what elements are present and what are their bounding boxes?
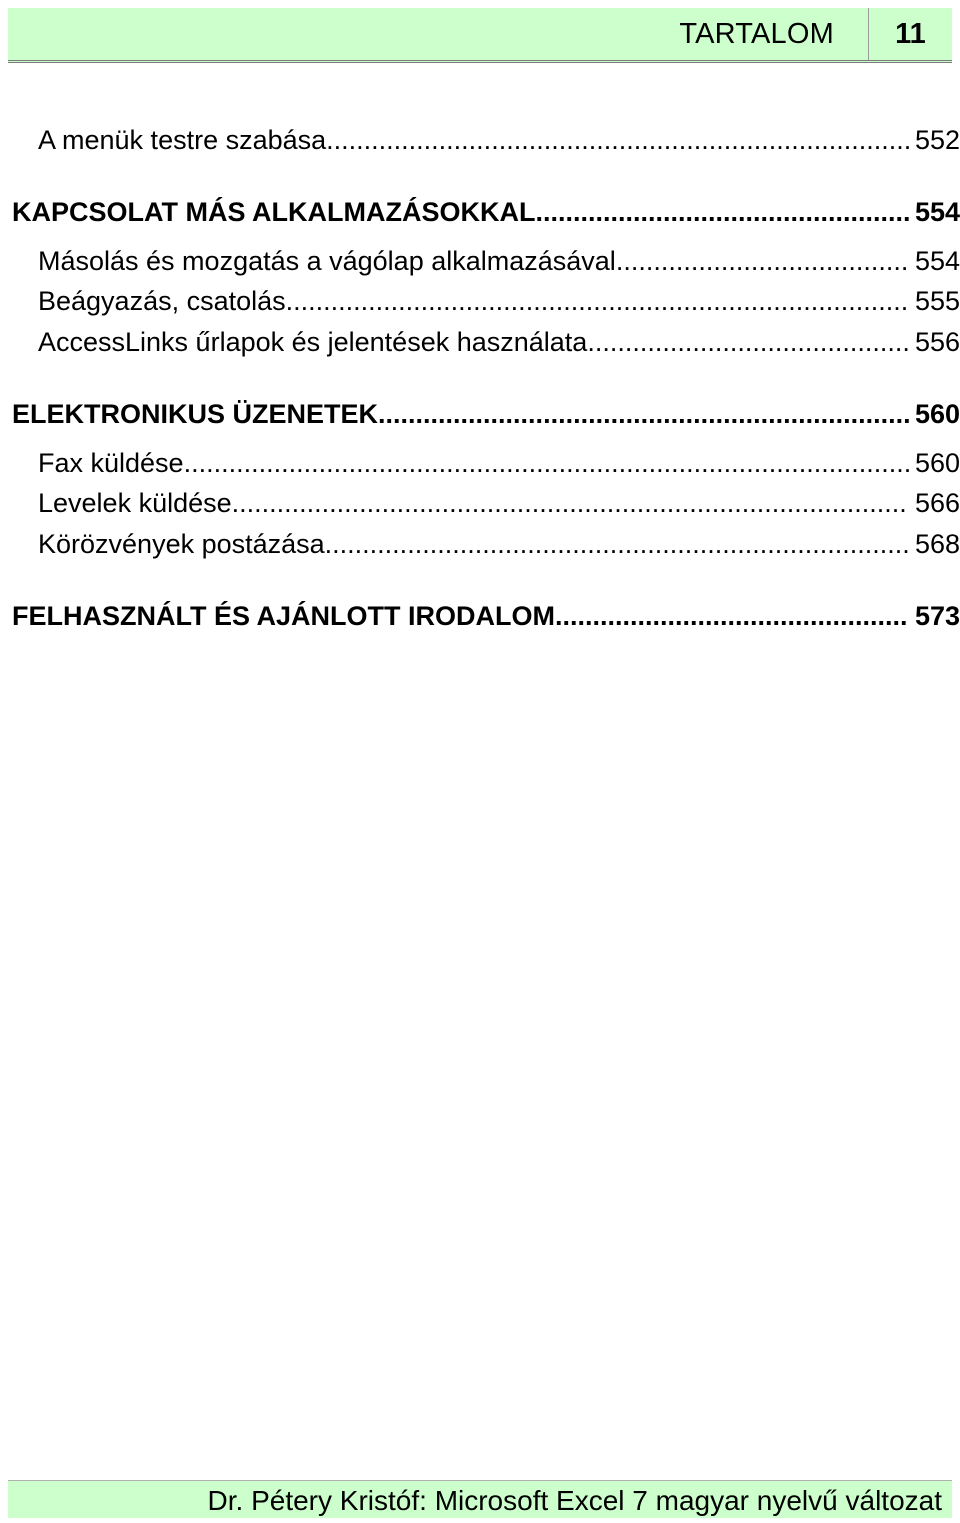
header-title: TARTALOM xyxy=(679,18,834,50)
page-header xyxy=(8,8,952,63)
toc-entry-page: 568 xyxy=(914,529,960,559)
toc-entry xyxy=(38,246,960,282)
toc-entry-page: 552 xyxy=(914,125,960,155)
toc-chapter xyxy=(12,399,960,435)
toc-entry xyxy=(38,125,960,161)
toc-entry-page: 554 xyxy=(914,246,960,276)
toc-entry-title: Levelek küldése xyxy=(38,488,232,518)
toc-leader-dots xyxy=(232,488,909,519)
toc-chapter-title: ELEKTRONIKUS ÜZENETEK xyxy=(12,399,379,429)
toc-chapter-page: 554 xyxy=(914,197,960,227)
page-footer xyxy=(8,1480,952,1518)
toc-leader-dots xyxy=(184,448,909,479)
page-number: 11 xyxy=(895,18,926,50)
toc-leader-dots xyxy=(286,286,909,317)
toc-entry-title: A menük testre szabása xyxy=(38,125,327,155)
toc-chapter-page: 560 xyxy=(914,399,960,429)
toc-entry xyxy=(38,448,960,484)
footer-text: Dr. Pétery Kristóf: Microsoft Excel 7 magyar nyelvű változat xyxy=(207,1485,942,1516)
toc-chapter-title: KAPCSOLAT MÁS ALKALMAZÁSOKKAL xyxy=(12,197,536,227)
toc-entry xyxy=(38,327,960,363)
toc-entry-page: 556 xyxy=(914,327,960,357)
toc-leader-dots xyxy=(378,399,909,430)
toc-entry-title: Másolás és mozgatás a vágólap alkalmazásával xyxy=(38,246,616,276)
toc-chapter-title: FELHASZNÁLT ÉS AJÁNLOTT IRODALOM xyxy=(12,601,555,631)
toc-leader-dots xyxy=(535,197,908,228)
toc-entry-page: 555 xyxy=(914,286,960,316)
toc-leader-dots xyxy=(616,246,909,277)
toc-entry-title: Beágyazás, csatolás xyxy=(38,286,286,316)
toc-entry-title: Körözvények postázása xyxy=(38,529,325,559)
toc-chapter-page: 573 xyxy=(914,601,960,631)
toc-leader-dots xyxy=(326,125,909,156)
toc-entry-title: Fax küldése xyxy=(38,448,184,478)
toc-leader-dots xyxy=(555,601,909,632)
toc-chapter xyxy=(12,601,960,637)
toc-leader-dots xyxy=(587,327,909,358)
toc-chapter xyxy=(12,197,960,233)
toc-entry xyxy=(38,286,960,322)
toc-leader-dots xyxy=(325,529,909,560)
toc-entry-page: 560 xyxy=(914,448,960,478)
toc-entry-page: 566 xyxy=(914,488,960,518)
toc-entry xyxy=(38,529,960,565)
toc-entry xyxy=(38,488,960,524)
toc-entry-title: AccessLinks űrlapok és jelentések használata xyxy=(38,327,588,357)
